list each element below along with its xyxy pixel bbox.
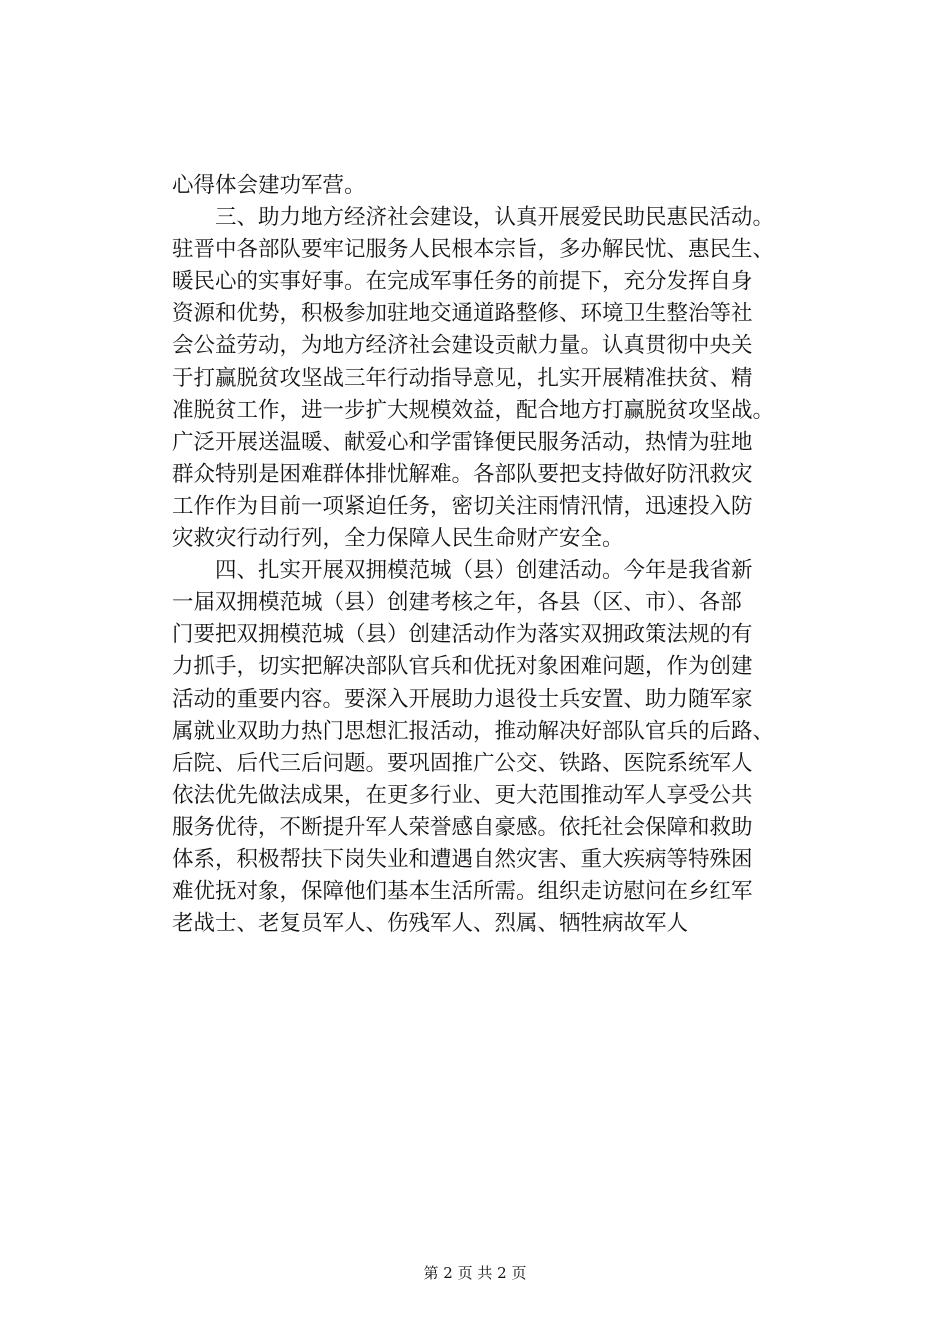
text-line: 工作作为目前一项紧迫任务，密切关注雨情汛情，迅速投入防 [172, 493, 753, 519]
text-line: 体系，积极帮扶下岗失业和遭遇自然灾害、重大疾病等特殊困 [172, 846, 753, 872]
text-line: 会公益劳动，为地方经济社会建设贡献力量。认真贯彻中央关 [172, 333, 753, 359]
text-line: 灾救灾行动行列，全力保障人民生命财产安全。 [172, 526, 624, 552]
text-line: 门要把双拥模范城（县）创建活动作为落实双拥政策法规的有 [172, 622, 753, 648]
text-line: 于打赢脱贫攻坚战三年行动指导意见，扎实开展精准扶贫、精 [172, 365, 753, 391]
page-number-footer: 第 2 页 共 2 页 [423, 1264, 527, 1282]
text-line: 准脱贫工作，进一步扩大规模效益，配合地方打赢脱贫攻坚战。 [172, 397, 775, 423]
text-line: 资源和优势，积极参加驻地交通道路整修、环境卫生整治等社 [172, 301, 753, 327]
text-line: 依法优先做法成果，在更多行业、更大范围推动军人享受公共 [172, 782, 753, 808]
text-line: 三、助力地方经济社会建设，认真开展爱民助民惠民活动。 [172, 205, 775, 231]
text-line: 属就业双助力热门思想汇报活动，推动解决好部队官兵的后路、 [172, 718, 775, 744]
text-line: 老战士、老复员军人、伤残军人、烈属、牺牲病故军人 [172, 911, 689, 937]
document-body [172, 170, 812, 940]
text-line: 群众特别是困难群体排忧解难。各部队要把支持做好防汛救灾 [172, 461, 753, 487]
text-line: 活动的重要内容。要深入开展助力退役士兵安置、助力随军家 [172, 686, 753, 712]
text-line: 暖民心的实事好事。在完成军事任务的前提下，充分发挥自身 [172, 269, 753, 295]
text-line: 广泛开展送温暖、献爱心和学雷锋便民服务活动，热情为驻地 [172, 429, 753, 455]
text-line: 力抓手，切实把解决部队官兵和优抚对象困难问题，作为创建 [172, 654, 753, 680]
text-line: 心得体会建功军营。 [172, 173, 366, 198]
text-line: 驻晋中各部队要牢记服务人民根本宗旨，多办解民忧、惠民生、 [172, 237, 775, 263]
text-line: 四、扎实开展双拥模范城（县）创建活动。今年是我省新 [172, 558, 753, 584]
text-line: 难优抚对象，保障他们基本生活所需。组织走访慰问在乡红军 [172, 879, 753, 905]
text-line: 后院、后代三后问题。要巩固推广公交、铁路、医院系统军人 [172, 750, 753, 776]
text-line: 服务优待，不断提升军人荣誉感自豪感。依托社会保障和救助 [172, 814, 753, 840]
text-line: 一届双拥模范城（县）创建考核之年，各县（区、市）、各部 [172, 590, 742, 616]
